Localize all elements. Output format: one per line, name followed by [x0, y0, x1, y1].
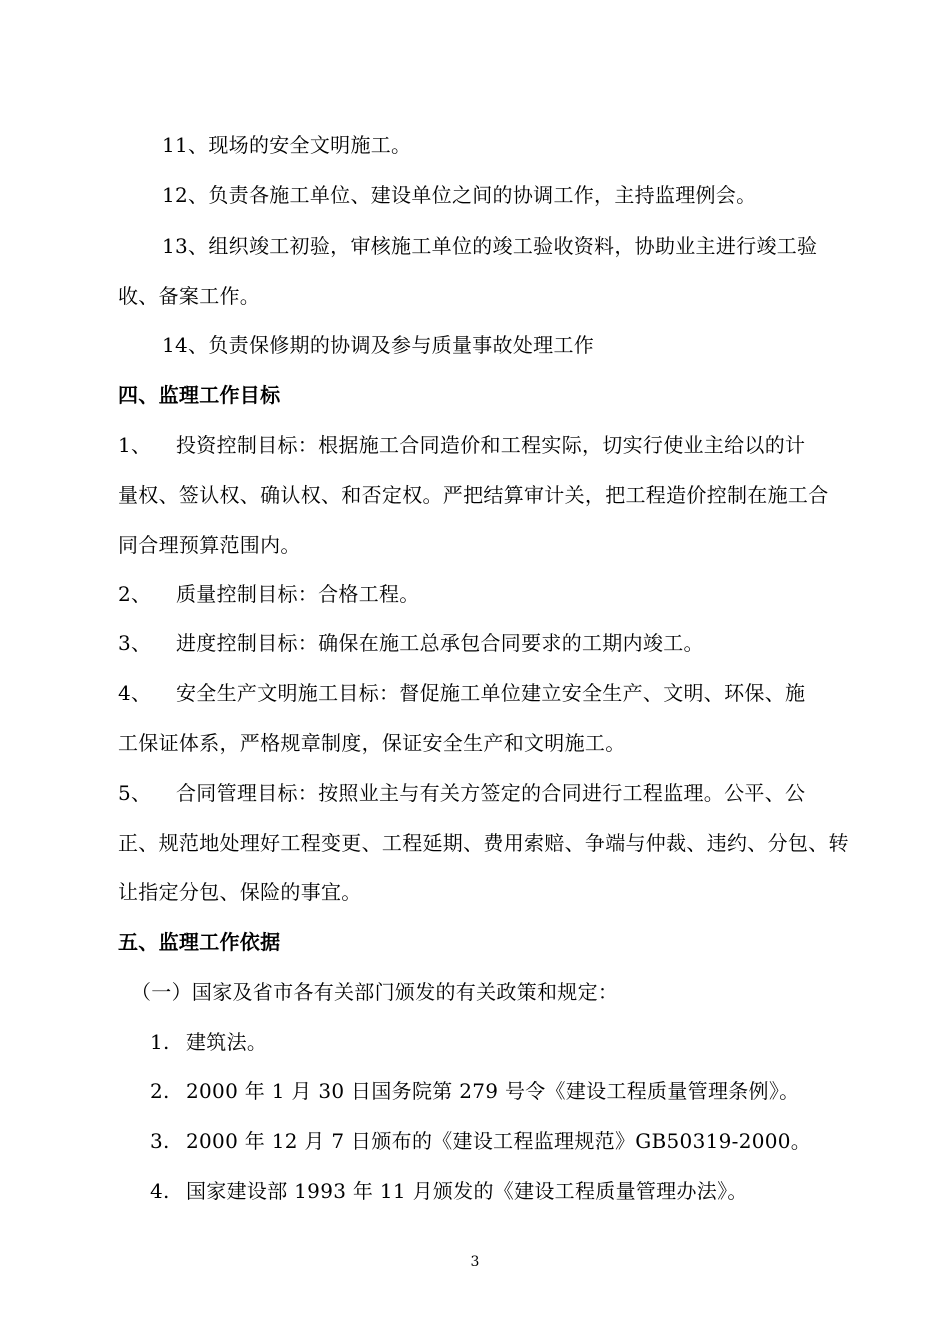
basis-item-3-number: 3.	[150, 1129, 170, 1153]
basis-item-1-number: 1.	[150, 1030, 170, 1054]
goal-1-number: 1、	[118, 433, 152, 457]
section-5-heading: 五、监理工作依据	[118, 930, 281, 954]
goal-3	[118, 629, 862, 657]
duty-item-14: 14、负责保修期的协调及参与质量事故处理工作	[162, 333, 595, 357]
basis-item-4	[150, 1177, 850, 1205]
goal-2-number: 2、	[118, 582, 152, 606]
basis-item-3-text: 2000 年 12 月 7 日颁布的《建设工程监理规范》GB50319-2000。	[186, 1129, 812, 1153]
goal-2-text: 质量控制目标：合格工程。	[176, 582, 420, 606]
basis-item-2-text: 2000 年 1 月 30 日国务院第 279 号令《建设工程质量管理条例》。	[186, 1079, 800, 1103]
basis-item-4-number: 4.	[150, 1179, 170, 1203]
goal-4-number: 4、	[118, 681, 152, 705]
goal-3-number: 3、	[118, 631, 152, 655]
goal-4-text: 安全生产文明施工目标：督促施工单位建立安全生产、文明、环保、施	[176, 681, 806, 705]
duty-item-13-line1: 13、组织竣工初验，审核施工单位的竣工验收资料，协助业主进行竣工验	[162, 234, 818, 258]
goal-4-line1	[118, 679, 862, 707]
goal-1-text: 投资控制目标：根据施工合同造价和工程实际，切实行使业主给以的计	[176, 433, 806, 457]
duty-item-11: 11、现场的安全文明施工。	[162, 133, 412, 157]
goal-5-text: 合同管理目标：按照业主与有关方签定的合同进行工程监理。公平、公	[176, 781, 806, 805]
duty-item-13-line2: 收、备案工作。	[118, 284, 261, 308]
page-number: 3	[470, 1254, 480, 1270]
goal-4-line2: 工保证体系，严格规章制度，保证安全生产和文明施工。	[118, 731, 626, 755]
goal-1-line3: 同合理预算范围内。	[118, 533, 301, 557]
basis-item-1	[150, 1028, 850, 1056]
basis-item-2	[150, 1077, 850, 1105]
goal-5-line3: 让指定分包、保险的事宜。	[118, 880, 362, 904]
goal-5-number: 5、	[118, 781, 152, 805]
basis-item-3	[150, 1127, 850, 1155]
goal-2	[118, 580, 862, 608]
section-5-subheading: （一）国家及省市各有关部门颁发的有关政策和规定：	[131, 980, 619, 1004]
basis-item-1-text: 建筑法。	[186, 1030, 268, 1054]
section-4-heading: 四、监理工作目标	[118, 383, 281, 407]
goal-5-line1	[118, 779, 862, 807]
goal-1-line2: 量权、签认权、确认权、和否定权。严把结算审计关，把工程造价控制在施工合	[118, 483, 829, 507]
basis-item-4-text: 国家建设部 1993 年 11 月颁发的《建设工程质量管理办法》。	[186, 1179, 748, 1203]
basis-item-2-number: 2.	[150, 1079, 170, 1103]
duty-item-12: 12、负责各施工单位、建设单位之间的协调工作，主持监理例会。	[162, 183, 757, 207]
goal-5-line2: 正、规范地处理好工程变更、工程延期、费用索赔、争端与仲裁、违约、分包、转	[118, 831, 849, 855]
goal-1-line1	[118, 431, 862, 459]
goal-3-text: 进度控制目标：确保在施工总承包合同要求的工期内竣工。	[176, 631, 704, 655]
